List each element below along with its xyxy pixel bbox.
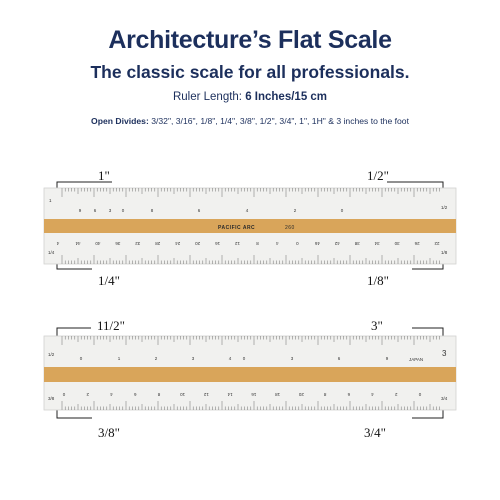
ruler-top-end-lower-left: 1/4	[48, 250, 55, 255]
callout-bottom-ruler-3in: 3"	[371, 318, 383, 333]
callout-bottom-ruler-one-half-in: 11/2"	[97, 318, 125, 333]
ruler-model: 260	[285, 225, 295, 231]
ruler-number: 0	[296, 241, 299, 246]
ruler-bottom-end-lower-right: 3/4	[441, 396, 448, 401]
ruler-number: 4	[56, 241, 60, 246]
ruler-number: 14	[227, 392, 233, 397]
ruler-number: 10	[180, 392, 186, 397]
ruler-number: 4	[110, 392, 113, 397]
ruler-top-end-lower-right: 1/8	[441, 250, 448, 255]
ruler-number: 8	[150, 208, 154, 213]
ruler-number: 2	[293, 208, 297, 213]
ruler-number: 9	[78, 208, 82, 213]
ruler-number: 9	[385, 356, 389, 361]
ruler-number: 4	[228, 356, 232, 361]
ruler-number: 20	[298, 392, 304, 397]
ruler-number: 16	[215, 241, 221, 246]
ruler-number: 0	[79, 356, 83, 361]
ruler-number: 18	[275, 392, 281, 397]
ruler-number: 0	[62, 392, 66, 397]
ruler-number: 22	[434, 241, 440, 246]
ruler-bottom-japan: JAPAN	[409, 357, 424, 362]
ruler-number: 36	[115, 241, 121, 246]
ruler-number: 44	[75, 241, 81, 246]
ruler-number: 2	[86, 392, 89, 397]
ruler-number: 4	[276, 241, 279, 246]
callout-bottom-ruler-three-eighths-in: 3/8"	[98, 425, 120, 440]
callout-bottom-ruler-three-quarter-in: 3/4"	[364, 425, 386, 440]
ruler-number: 0	[340, 208, 344, 213]
ruler-number: 1	[117, 356, 121, 361]
ruler-number: 42	[334, 241, 340, 246]
ruler-number: 0	[121, 208, 125, 213]
ruler-length-label: Ruler Length:	[172, 91, 242, 103]
ruler-number: 3	[108, 208, 112, 213]
ruler-number: 12	[235, 241, 241, 246]
ruler-number: 8	[323, 392, 327, 397]
ruler-number: 4	[245, 208, 249, 213]
ruler-bottom-end-lower-left: 3/8	[48, 396, 55, 401]
ruler-bottom-end-upper-left: 1/2	[48, 352, 55, 357]
ruler-number: 26	[414, 241, 420, 246]
ruler-number: 28	[155, 241, 161, 246]
page-subtitle: The classic scale for all professionals.	[90, 62, 410, 82]
ruler-number: 6	[133, 392, 137, 397]
ruler-number: 30	[394, 241, 400, 246]
callout-top-ruler-quarter-in: 1/4"	[98, 273, 120, 288]
ruler-number: 6	[197, 208, 201, 213]
open-divides-label: Open Divides:	[91, 116, 149, 126]
ruler-number: 34	[374, 241, 380, 246]
ruler-top-end-upper-left: 1	[49, 198, 52, 203]
ruler-number: 8	[256, 241, 259, 246]
ruler-number: 2	[395, 392, 398, 397]
ruler-number: 6	[347, 392, 351, 397]
ruler-number: 12	[203, 392, 209, 397]
ruler-number: 32	[135, 241, 141, 246]
ruler-number: 2	[154, 356, 158, 361]
ruler-number: 0	[418, 392, 422, 397]
ruler-top-end-upper-right: 1/2	[441, 205, 448, 210]
ruler-bottom	[44, 336, 456, 410]
ruler-number: 6	[93, 208, 97, 213]
callout-top-ruler-half-in: 1/2"	[367, 168, 389, 183]
ruler-number: 16	[251, 392, 257, 397]
callout-top-ruler-1in: 1"	[98, 168, 110, 183]
ruler-number: 3	[290, 356, 294, 361]
callout-top-ruler-eighth-in: 1/8"	[367, 273, 389, 288]
open-divides-value: 3/32", 3/16", 1/8", 1/4", 3/8", 1/2", 3/4", 1", 1H" & 3 inches to the foot	[151, 116, 409, 126]
ruler-number: 4	[371, 392, 374, 397]
page-title: Architecture’s Flat Scale	[108, 26, 392, 54]
ruler-number: 8	[157, 392, 161, 397]
ruler-number: 3	[191, 356, 195, 361]
ruler-top	[44, 188, 456, 264]
ruler-length-value: 6 Inches/15 cm	[245, 91, 328, 103]
ruler-number: 40	[95, 241, 101, 246]
ruler-number: 6	[337, 356, 341, 361]
ruler-number: 46	[314, 241, 320, 246]
ruler-bottom-end-upper-right: 3	[442, 349, 447, 358]
ruler-bottom-gold-band	[44, 367, 456, 382]
ruler-number: 20	[195, 241, 201, 246]
ruler-brand: PACIFIC ARC	[218, 225, 256, 231]
ruler-number: 38	[354, 241, 360, 246]
ruler-number: 24	[175, 241, 181, 246]
ruler-number: 0	[242, 356, 246, 361]
